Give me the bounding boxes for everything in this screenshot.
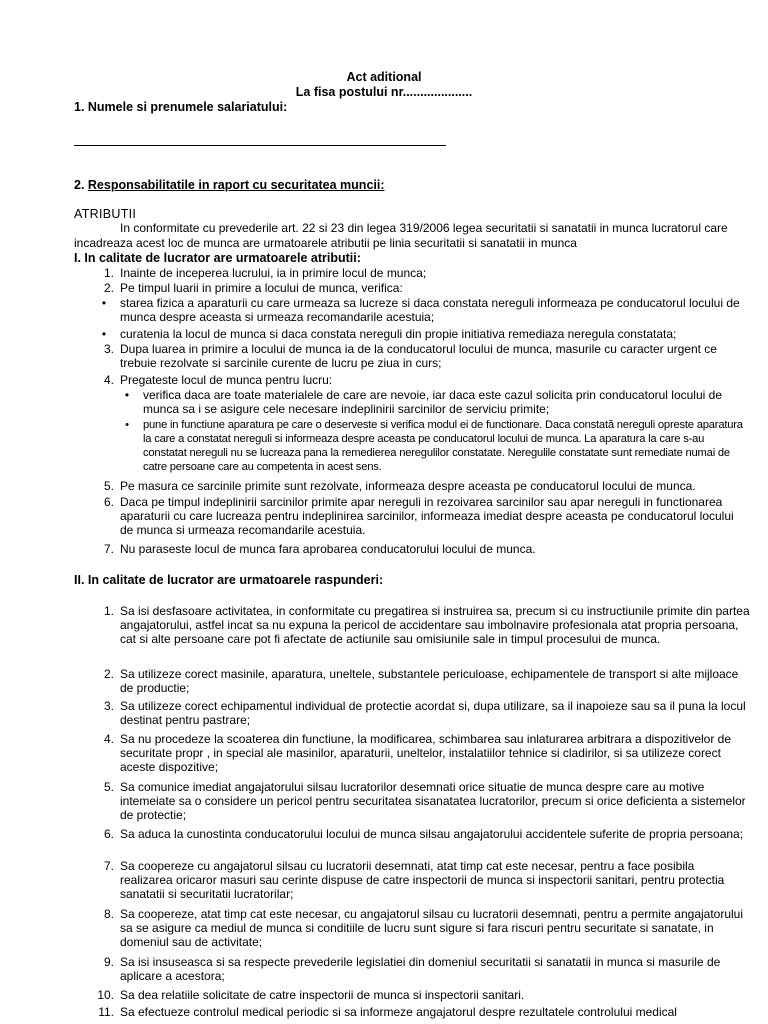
list-text: Sa coopereze cu angajatorul silsau cu lucratorii desemnati, atat timp cat este necesar, pentru a face posibila realizarea oricaror masuri sau cerinte dispuse de catre inspectorii de munca si inspectorii sanitari, pentru protectia sanatatii si securitatii lucratorilar; — [120, 859, 725, 901]
list-item — [103, 373, 750, 387]
list-item — [97, 988, 750, 1002]
list-item — [103, 604, 750, 646]
list-item — [103, 281, 750, 295]
responsibilities-heading — [74, 178, 385, 192]
list-marker: 1. — [103, 604, 114, 618]
list-item — [124, 388, 743, 416]
bullet-marker: • — [101, 327, 107, 341]
list-text: pune in functiune aparatura pe care o deserveste si verifica modul ei de functionare. Daca constată nereguli opreste aparatura la care a constatat nereguli si informeaza despre aceasta pe conducatorul locului de munca. La aparatura la care s-au constatat nereguli nu se lucreaza pana la remedierea neregulilor constatate. Neregulile constatate sunt remediate numai de catre persoane care au competenta in acest sens. — [143, 419, 743, 473]
list-item — [101, 327, 750, 341]
list-marker: 2. — [103, 281, 114, 295]
list-marker: 5. — [103, 479, 114, 493]
list-marker: 1. — [103, 266, 114, 280]
list-text: Inainte de inceperea lucrului, ia in primire locul de munca; — [120, 266, 427, 280]
list-marker: 9. — [103, 955, 114, 969]
list-text: Dupa luarea in primire a locului de munca ia de la conducatorul locului de munca, masurile cu caracter urgent ce trebuie rezolvate si sarcinile curente de lucru pe ziua in curs; — [120, 342, 717, 370]
bullet-marker: • — [124, 388, 130, 402]
list-text: Sa coopereze, atat timp cat este necesar, cu angajatorul silsau cu lucratorii desemnati, pentru a permite angajatorului sa se asigure ca mediul de munca si conditiile de lucru sunt sigure si fara riscuri pentru securitate si sanatate, in domeniul sau de activitate; — [120, 907, 744, 949]
list-item — [103, 342, 750, 370]
list-text: curatenia la locul de munca si daca constata nereguli din propie initiativa remediaza neregula constatata; — [120, 327, 677, 341]
responsibilities-heading-text: Responsabilitatile in raport cu securitatea muncii: — [87, 178, 385, 192]
list-item — [103, 667, 750, 695]
list-marker: 4. — [103, 373, 114, 387]
list-text: verifica daca are toate materialele de care are nevoie, iar daca este cazul solicita prin conducatorul locului de munca sa i se asigure cele necesare indeplinirii sarcinilor de serviciu primite; — [143, 388, 722, 416]
list-text: Sa aduca la cunostinta conducatorului locului de munca silsau angajatorului accidentele suferite de propria persoana; — [120, 827, 744, 841]
list-marker: 5. — [103, 780, 114, 794]
list-text: Sa utilizeze corect echipamentul individual de protectie acordat si, dupa utilizare, sa il inapoieze sau sa il puna la locul destinat pentru pastrare; — [120, 699, 746, 727]
part2-heading: II. In calitate de lucrator are urmatoarele raspunderi: — [74, 573, 384, 587]
list-item — [103, 955, 750, 983]
list-text: Pe masura ce sarcinile primite sunt rezolvate, informeaza despre aceasta pe conducatorul locului de munca. — [120, 479, 696, 493]
list-text: starea fizica a aparaturii cu care urmeaza sa lucreze si daca constata nereguli informeaza pe conducatorul locului de munca despre aceasta si urmeaza recomandarile acestuia; — [120, 296, 740, 324]
list-text: Daca pe timpul indeplinirii sarcinilor primite apar nereguli in rezoivarea sarcinilor sau apar nereguli in functionarea aparaturii cu care lucreaza pentru indeplinirea sarcinilor, informeaza imediat despre aceasta pe conducatorul locului de munca si urmeaza recomandarile acestuia. — [120, 495, 734, 537]
list-item — [125, 418, 743, 474]
employee-name-heading: 1. Numele si prenumele salariatului: — [74, 100, 288, 114]
list-item — [103, 732, 750, 774]
bullet-marker: • — [101, 296, 107, 310]
list-text: Pregateste locul de munca pentru lucru: — [120, 373, 333, 387]
list-text: Sa isi desfasoare activitatea, in conformitate cu pregatirea si instruirea sa, precum si cu instructiunile primite din partea angajatorului, astfel incat sa nu expuna la pericol de accidentare sau imbolnavire profesionala atat propria persoana, cat si alte persoane care pot fi afectate de actiunile sau omisiunile sale in timpul procesului de munca. — [120, 604, 750, 646]
document-title: Act aditional — [346, 70, 422, 84]
list-text: Sa efectueze controlul medical periodic si sa informeze angajatorul despre rezultatele controlului medical — [120, 1005, 677, 1019]
atributii-label: ATRIBUTII — [74, 207, 137, 221]
list-item — [103, 542, 750, 556]
list-text: Pe timpul luarii in primire a locului de munca, verifica: — [120, 281, 403, 295]
list-item — [103, 780, 750, 822]
list-item — [103, 479, 750, 493]
list-item — [98, 1005, 750, 1019]
list-item — [103, 495, 750, 537]
bullet-marker: • — [125, 419, 129, 431]
intro-paragraph: In conformitate cu prevederile art. 22 si 23 din legea 319/2006 legea securitatii si sanatatii in munca lucratorul care incadreaza acest loc de munca are urmatoarele atributii pe linia securitatii si sanatatii in munca — [74, 221, 728, 250]
list-item — [103, 859, 750, 901]
list-marker: 3. — [103, 342, 114, 356]
list-item — [103, 907, 750, 949]
list-item — [101, 296, 750, 324]
list-item — [103, 827, 750, 841]
list-marker: 4. — [103, 732, 114, 746]
list-marker: 3. — [103, 699, 114, 713]
list-marker: 10. — [97, 988, 114, 1002]
part1-heading: I. In calitate de lucrator are urmatoarele atributii: — [74, 251, 361, 265]
section-number: 2. — [74, 178, 88, 192]
list-marker: 11. — [98, 1005, 114, 1019]
list-marker: 8. — [103, 907, 114, 921]
list-text: Sa utilizeze corect masinile, aparatura, uneltele, substantele periculoase, echipamentele de transport si alte mijloace de productie; — [120, 667, 739, 695]
list-text: Sa nu procedeze la scoaterea din functiune, la modificarea, schimbarea sau inlaturarea arbitrara a dispozitivelor de securitate propr , in special ale masinilor, aparaturii, uneltelor, instalatiilor tehnice si cladirilor, si sa utilizeze corect aceste dispozitive; — [120, 732, 732, 774]
list-marker: 6. — [103, 827, 114, 841]
list-marker: 6. — [103, 495, 114, 509]
employee-name-line — [74, 145, 446, 146]
list-item — [103, 699, 750, 727]
list-marker: 2. — [103, 667, 114, 681]
list-marker: 7. — [103, 859, 114, 873]
list-text: Sa dea relatiile solicitate de catre inspectorii de munca si inspectorii sanitari. — [120, 988, 525, 1002]
list-item — [103, 266, 750, 280]
list-text: Nu paraseste locul de munca fara aprobarea conducatorului locului de munca. — [120, 542, 536, 556]
list-text: Sa comunice imediat angajatorului silsau lucratorilor desemnati orice situatie de munca despre care au motive intemeiate sa o considere un pericol pentru securitatea sisanatatea lucratorilor, precum si orice deficienta a sistemelor de protectie; — [120, 780, 746, 822]
document-subtitle: La fisa postului nr.................... — [295, 85, 473, 99]
list-text: Sa isi insuseasca si sa respecte prevederile legislatiei din domeniul securitatii si sanatatii in munca si masurile de aplicare a acestora; — [120, 955, 721, 983]
list-marker: 7. — [103, 542, 114, 556]
